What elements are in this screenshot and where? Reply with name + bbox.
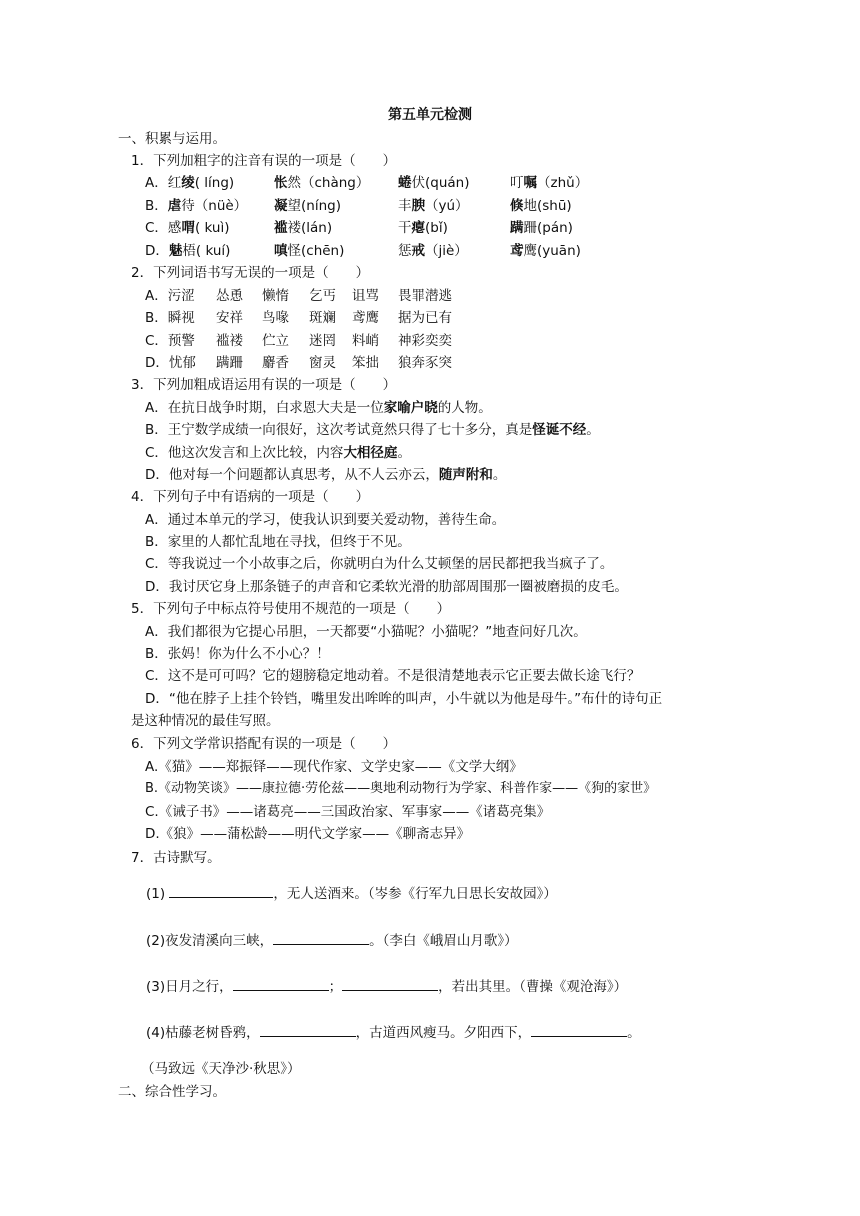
question-1-stem: 1．下列加粗字的注音有误的一项是（ ） [131,153,397,169]
question-1-option-d-item-3 [398,240,468,262]
question-3-option-d [145,464,506,486]
bold-idiom: 大相径庭 [343,445,398,461]
answer-blank-3a[interactable] [233,975,329,991]
text-segment: B． [145,198,168,214]
question-2-option-d-word-2: 蹒跚 [216,355,243,371]
question-2-option-c-word-4: 迷罔 [309,333,336,349]
bold-character: 鸢 [510,243,524,259]
option-text-end: 。 [586,422,600,438]
poem-4-text-a: (4)枯藤老树昏鸦， [146,1025,260,1041]
question-1-option-a-item-2 [274,172,369,194]
question-2-option-d-word-3: 麝香 [262,355,289,371]
question-2-option-c-word-1: C．预警 [145,333,195,349]
question-2-option-b-word-2: 安祥 [216,310,243,326]
text-segment: 待（nüè） [181,198,248,214]
poem-2-text-a: (2)夜发清溪向三峡， [146,933,274,949]
question-1-option-a-item-1 [145,172,234,194]
question-5-stem: 5．下列句子中标点符号使用不规范的一项是（ ） [131,601,451,617]
bold-character: 嗔 [274,243,288,259]
bold-character: 腴 [411,198,425,214]
answer-blank-2[interactable] [273,929,369,945]
bold-character: 蹒 [510,220,524,236]
question-1-option-c-item-4 [510,217,573,239]
text-segment: 望(níng) [287,198,341,214]
question-4-option-d: D．我讨厌它身上那条链子的声音和它柔软光滑的肋部周围那一圈被磨损的皮毛。 [145,579,628,595]
poem-4-text-c: 。 [627,1025,641,1041]
question-2-option-d-word-4: 窗灵 [309,355,336,371]
text-segment: ( kuì) [194,220,230,236]
text-segment: 然（chàng） [287,175,370,191]
text-segment: 跚(pán) [523,220,573,236]
question-1-option-a-item-3 [398,172,470,194]
bold-character: 褴 [274,220,288,236]
poem-3-text-c: ，若出其里。（曹操《观沧海》） [438,979,628,995]
bold-character: 戒 [411,243,425,259]
question-2-option-c-word-3: 伫立 [262,333,289,349]
text-segment: 叮 [510,175,524,191]
text-segment: 伏(quán) [411,175,470,191]
bold-idiom: 家喻户晓 [383,400,438,416]
poem-line-2 [146,929,518,952]
question-4-option-b: B．家里的人都忙乱地在寻找，但终于不见。 [145,534,411,550]
text-segment: （zhǔ） [537,175,589,191]
question-2-option-b-word-1: B．瞬视 [145,310,195,326]
question-1-option-a-item-4 [510,172,588,194]
section-heading-2: 二、综合性学习。 [118,1084,226,1100]
text-segment: 惩 [398,243,412,259]
question-4-option-a: A．通过本单元的学习，使我认识到要关爱动物，善待生命。 [145,512,506,528]
question-1-option-d-item-2 [274,240,344,262]
question-2-option-c-word-2: 褴褛 [216,333,243,349]
poem-1-text: ，无人送酒来。（岑参《行军九日思长安故园》） [273,886,557,902]
question-2-stem: 2．下列词语书写无误的一项是（ ） [131,265,370,281]
question-1-option-b-item-2 [274,195,341,217]
question-1-option-c-item-3 [398,217,448,239]
question-2-option-d-word-5: 笨拙 [352,355,379,371]
poem-2-text-b: 。（李白《峨眉山月歌》） [369,933,518,949]
question-1-option-b-item-4 [510,195,572,217]
question-1-option-d-item-1 [145,240,230,262]
text-segment: (bǐ) [425,220,448,236]
bold-idiom: 随声附和 [438,467,493,483]
answer-blank-4a[interactable] [260,1021,356,1037]
section-heading-1: 一、积累与运用。 [118,131,226,147]
text-segment: A．红 [145,175,182,191]
question-4-stem: 4．下列句子中有语病的一项是（ ） [131,489,370,505]
bold-character: 嘱 [523,175,537,191]
text-segment: C．感 [145,220,182,236]
question-6-option-b: B.《动物笑谈》——康拉德·劳伦兹——奥地利动物行为学家、科普作家——《狗的家世》 [145,781,657,796]
question-2-option-b-word-5: 鸢鹰 [352,310,379,326]
option-text-end: 。 [397,445,411,461]
text-segment: D． [145,243,169,259]
poem-4-text-b: ，古道西风瘦马。夕阳西下， [355,1025,532,1041]
option-text-end: 。 [492,467,507,483]
poem-4-source: （马致远《天净沙·秋思》） [141,1061,301,1077]
question-5-option-d: D．“他在脖子上挂个铃铛，嘴里发出哞哞的叫声，小牛就以为他是母牛。”布什的诗句正 [145,691,663,707]
question-1-option-d-item-4 [510,240,581,262]
poem-3-text-a: (3)日月之行， [146,979,233,995]
question-5-option-a: A．我们都很为它提心吊胆，一天都要“小猫呢？小猫呢？”地查问好几次。 [145,624,587,640]
question-2-option-a-word-1: A．污涩 [145,288,195,304]
bold-character: 虐 [167,198,182,214]
bold-character: 喟 [181,220,195,236]
text-segment: （jiè） [425,243,468,259]
question-1-option-b-item-3 [398,195,469,217]
text-segment: 丰 [398,198,412,214]
text-segment: 梧( kuí) [182,243,231,259]
bold-character: 倏 [510,198,524,214]
question-2-option-b-word-4: 斑斓 [309,310,336,326]
question-2-option-b-word-3: 鸟喙 [262,310,289,326]
question-4-option-c: C．等我说过一个小故事之后，你就明白为什么艾顿堡的居民都把我当疯子了。 [145,556,614,572]
bold-character: 凝 [274,198,288,214]
text-segment: 褛(lán) [287,220,333,236]
answer-blank-3b[interactable] [342,975,438,991]
question-6-option-d: D.《狼》——蒲松龄——明代文学家——《聊斋志异》 [145,826,471,842]
question-2-option-c-word-6: 神彩奕奕 [398,333,452,349]
page-title: 第五单元检测 [388,107,472,123]
text-segment: 干 [398,220,412,236]
question-2-option-c-word-5: 料峭 [352,333,379,349]
question-5-option-b: B．张妈！你为什么不小心？！ [145,646,330,662]
answer-blank-4b[interactable] [531,1021,627,1037]
question-2-option-d-word-6: 狼奔豕突 [398,355,452,371]
option-text-end: 的人物。 [437,400,492,416]
question-2-option-a-word-6: 畏罪潜逃 [398,288,452,304]
question-6-stem: 6．下列文学常识搭配有误的一项是（ ） [131,736,397,752]
option-text: C．他这次发言和上次比较，内容 [145,445,344,461]
question-5-option-d-continued: 是这种情况的最佳写照。 [131,713,280,729]
bold-character: 绫 [181,175,195,191]
poem-3-text-b: ； [328,979,343,995]
question-2-option-a-word-2: 怂恿 [216,288,243,304]
text-segment: （yú） [425,198,469,214]
bold-character: 怅 [274,175,288,191]
poem-line-4 [146,1021,641,1044]
question-1-option-c-item-2 [274,217,332,239]
option-text: B．王宁数学成绩一向很好，这次考试竟然只得了七十多分，真是 [145,422,533,438]
question-1-option-b-item-1 [145,195,247,217]
question-2-option-b-word-6: 据为已有 [398,310,452,326]
text-segment: 怪(chēn) [287,243,345,259]
option-text: D．他对每一个问题都认真思考，从不人云亦云， [145,467,439,483]
question-2-option-a-word-4: 乞丐 [309,288,336,304]
answer-blank-1[interactable] [169,882,273,898]
question-5-option-c: C．这不是可可吗？它的翅膀稳定地动着。不是很清楚地表示它正要去做长途飞行？ [145,668,641,684]
text-segment: 地(shū) [523,198,572,214]
question-6-option-c: C.《诫子书》——诸葛亮——三国政治家、军事家——《诸葛亮集》 [145,804,551,820]
bold-character: 蜷 [398,175,412,191]
bold-character: 瘪 [411,220,425,236]
poem-line-3 [146,975,627,998]
poem-line-1 [146,882,557,905]
question-1-option-c-item-1 [145,217,229,239]
bold-idiom: 怪诞不经 [532,422,587,438]
question-3-option-c [145,442,411,464]
question-2-option-a-word-5: 诅骂 [352,288,379,304]
text-segment: 鹰(yuān) [523,243,581,259]
bold-character: 魅 [168,243,183,259]
question-6-option-a: A.《猫》——郑振铎——现代作家、文学史家——《文学大纲》 [145,759,523,775]
text-segment: ( líng) [194,175,235,191]
question-7-stem: 7．古诗默写。 [131,850,221,866]
question-3-option-b [145,419,600,441]
poem-1-number: (1) [146,886,166,902]
question-2-option-d-word-1: D．忧郁 [145,355,196,371]
question-2-option-a-word-3: 懒惰 [262,288,289,304]
question-3-option-a [145,397,492,419]
question-3-stem: 3．下列加粗成语运用有误的一项是（ ） [131,377,397,393]
option-text: A．在抗日战争时期，白求恩大夫是一位 [145,400,384,416]
